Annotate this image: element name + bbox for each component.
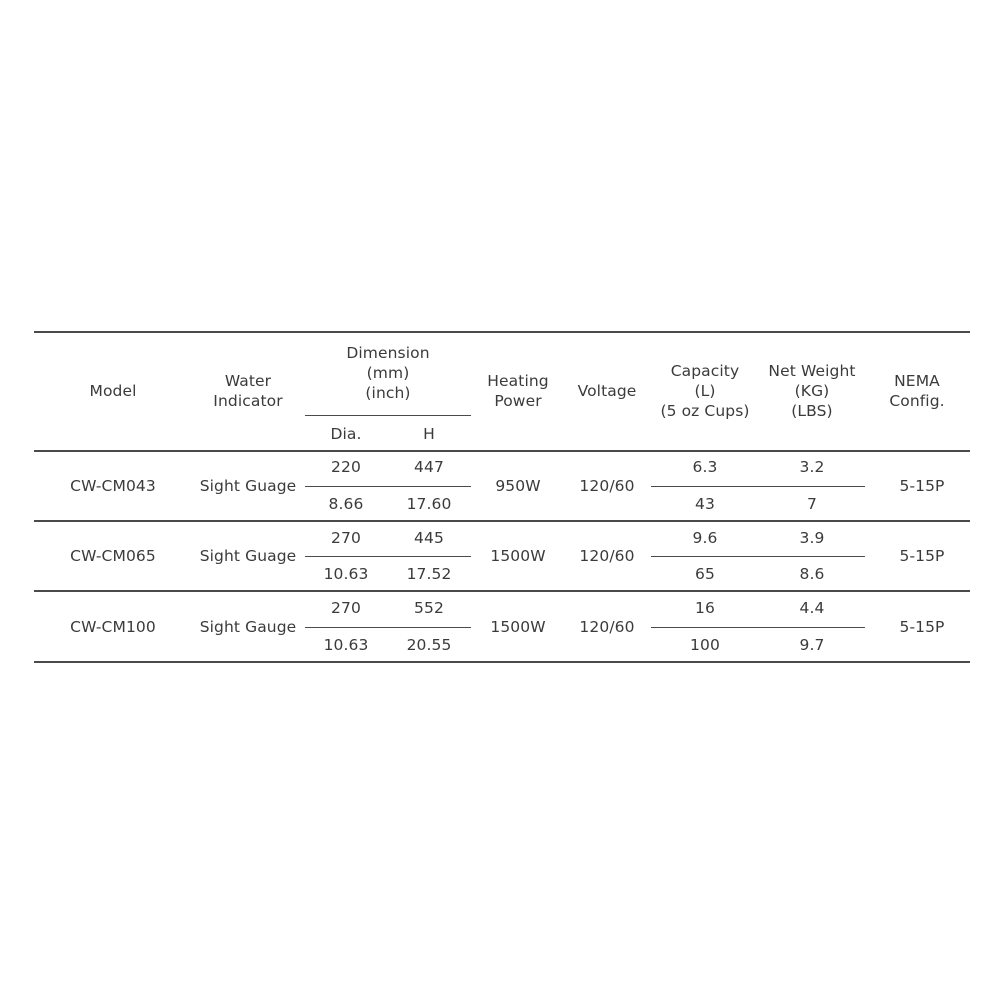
row-3-heating-power: 1500W [490,618,546,636]
row-1-dimension-split [305,486,471,487]
row-3-capacity-split [651,627,865,628]
header-heating-power: Heating Power [487,372,549,410]
header-model: Model [89,382,137,400]
row-1-weight-lbs: 7 [807,495,817,513]
table-bottom-rule [34,661,970,663]
row-3-capacity-liters: 16 [695,599,715,617]
row-3-model: CW-CM100 [70,618,156,636]
row-1-capacity-split [651,486,865,487]
row-2-capacity-split [651,556,865,557]
row-1-bottom-rule [34,520,970,522]
row-3-dia-inch: 10.63 [323,636,369,654]
row-3-h-mm: 552 [414,599,444,617]
row-3-capacity-cups: 100 [690,636,720,654]
row-3-voltage: 120/60 [579,618,635,636]
row-1-heating-power: 950W [495,477,541,495]
row-1-h-inch: 17.60 [406,495,452,513]
row-3-h-inch: 20.55 [406,636,452,654]
row-1-dia-inch: 8.66 [328,495,364,513]
row-2-dia-inch: 10.63 [323,565,369,583]
row-2-heating-power: 1500W [490,547,546,565]
table-top-rule [34,331,970,333]
row-2-water-indicator: Sight Guage [199,547,297,565]
row-2-h-inch: 17.52 [406,565,452,583]
row-3-nema: 5-15P [899,618,945,636]
row-3-dimension-split [305,627,471,628]
row-3-weight-lbs: 9.7 [799,636,825,654]
row-1-model: CW-CM043 [70,477,156,495]
row-2-h-mm: 445 [414,529,444,547]
row-2-model: CW-CM065 [70,547,156,565]
header-net-weight: Net Weight (KG) (LBS) [768,362,856,420]
header-capacity: Capacity (L) (5 oz Cups) [660,362,750,420]
row-2-weight-lbs: 8.6 [799,565,825,583]
row-1-h-mm: 447 [414,458,444,476]
row-2-capacity-liters: 9.6 [692,529,718,547]
header-dimension: Dimension (mm) (inch) [346,344,430,402]
row-2-bottom-rule [34,590,970,592]
dimension-sub-rule [305,415,471,416]
row-3-weight-kg: 4.4 [799,599,825,617]
row-1-dia-mm: 220 [331,458,361,476]
row-2-weight-kg: 3.9 [799,529,825,547]
row-2-voltage: 120/60 [579,547,635,565]
row-2-capacity-cups: 65 [695,565,715,583]
row-1-voltage: 120/60 [579,477,635,495]
row-2-nema: 5-15P [899,547,945,565]
row-3-dia-mm: 270 [331,599,361,617]
header-bottom-rule [34,450,970,452]
header-dia: Dia. [330,425,362,443]
header-voltage: Voltage [577,382,637,400]
row-1-capacity-cups: 43 [695,495,715,513]
row-1-water-indicator: Sight Guage [199,477,297,495]
row-2-dimension-split [305,556,471,557]
row-1-nema: 5-15P [899,477,945,495]
row-2-dia-mm: 270 [331,529,361,547]
row-1-capacity-liters: 6.3 [692,458,718,476]
row-1-weight-kg: 3.2 [799,458,825,476]
header-water-indicator: Water Indicator [213,372,283,410]
header-nema: NEMA Config. [889,372,945,410]
row-3-water-indicator: Sight Gauge [199,618,297,636]
header-h: H [423,425,435,443]
